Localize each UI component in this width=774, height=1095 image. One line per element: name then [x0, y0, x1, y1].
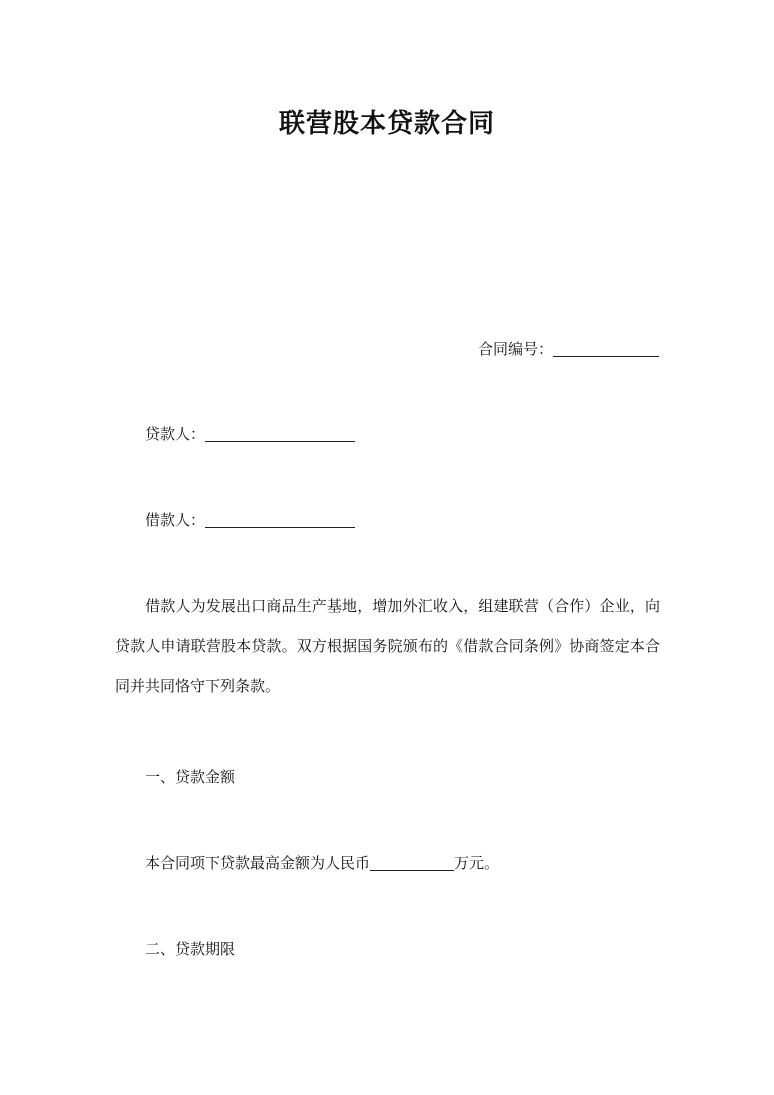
contract-number-blank[interactable] [553, 340, 659, 357]
contract-number-line [478, 339, 659, 359]
document-title: 联营股本贷款合同 [278, 109, 495, 139]
section1-heading: 一、贷款金额 [145, 768, 236, 786]
borrower-line [145, 510, 355, 530]
intro-text: 借款人为发展出口商品生产基地，增加外汇收入，组建联营（合作）企业，向贷款人申请联营股本贷款。双方根据国务院颁布的《借款合同条例》协商签定本合同并共同恪守下列条款。 [115, 597, 660, 695]
contract-number-label: 合同编号： [478, 340, 554, 358]
section2-heading: 二、贷款期限 [145, 940, 236, 958]
section1-paragraph [145, 853, 499, 873]
lender-line [145, 424, 355, 444]
amount-blank[interactable] [370, 854, 454, 871]
intro-paragraph [115, 586, 660, 706]
lender-blank[interactable] [205, 425, 355, 442]
section1-text-after: 万元。 [454, 854, 500, 872]
borrower-blank[interactable] [205, 511, 355, 528]
borrower-label: 借款人： [145, 511, 206, 529]
section1-text-before: 本合同项下贷款最高金额为人民币 [145, 854, 371, 872]
lender-label: 贷款人： [145, 425, 206, 443]
